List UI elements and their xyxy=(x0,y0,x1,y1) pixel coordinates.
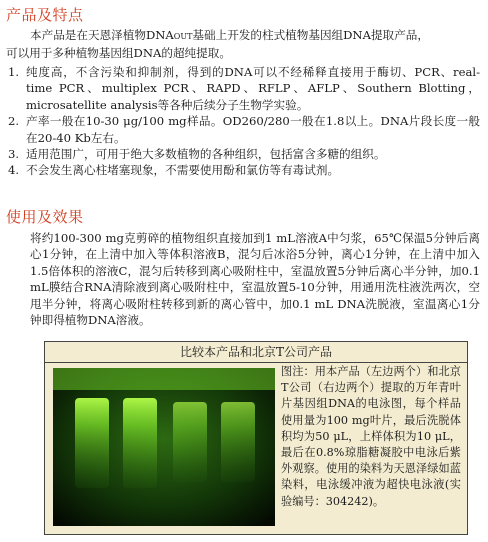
figure-header: 比较本产品和北京T公司产品 xyxy=(45,342,467,363)
out-subscript: OUT xyxy=(173,32,193,41)
comparison-figure xyxy=(44,341,468,535)
feature-list xyxy=(6,64,480,179)
feature-item: 1. 纯度高，不含污染和抑制剂，得到的DNA可以不经稀释直接用于酶切、PCR、real-time PCR、multiplex PCR、RAPD、RFLP、AFLP、Southern Blotting，microsatellite analysis等各种后续分子生物学实验。 xyxy=(8,65,480,112)
usage-paragraph: 将约100-300 mg克剪碎的植物组织直接加到1 mL溶液A中匀浆，65℃保温5分钟后离心1分钟，在上清中加入等体积溶液B，混匀后冰浴5分钟，离心1分钟，在上清中加入1.5倍体积的溶液C，混匀后转移到离心吸附柱中，室温放置5分钟后离心半分钟，加0.1 mL膜结合RNA清除液到离心吸附柱中，室温放置5-10分钟，用通用洗柱液洗两次，空甩半分钟，将离心吸附柱转移到新的离心管中，加0.1 mL DNA洗脱液，室温离心1分钟即得植物DNA溶液。 xyxy=(30,231,480,328)
feature-item: 3. 适用范围广，可用于绝大多数植物的各种组织，包括富含多糖的组织。 xyxy=(8,147,386,162)
intro-paragraph: 本产品是在天恩泽植物DNAOUT基础上开发的柱式植物基因组DNA提取产品， 可以用于多种植物基因组DNA的超纯提取。 xyxy=(6,28,429,61)
gel-lane xyxy=(75,398,109,488)
gel-lane xyxy=(123,398,157,488)
feature-item: 2. 产率一般在10-30 μg/100 mg样品。OD260/280一般在1.8以上。DNA片段长度一般在20-40 Kb左右。 xyxy=(8,114,480,145)
section-title-features: 产品及特点 xyxy=(6,6,84,24)
figure-caption: 图注：用本产品（左边两个）和北京T公司（右边两个）提取的万年青叶片基因组DNA的电泳图，每个样品使用量为100 mg叶片，最后洗脱体积均为50 μL，上样体积为10 μL，最后在0.8%琼脂糖凝胶中电泳后紫外观察。使用的染料为天恩泽绿如蓝染料，电泳缓冲液为超快电泳液(实验编号：304242)。 xyxy=(281,365,461,508)
feature-item: 4. 不会发生离心柱堵塞现象，不需要使用酚和氯仿等有毒试剂。 xyxy=(8,163,340,178)
gel-electrophoresis-image xyxy=(53,368,275,526)
gel-lane xyxy=(173,402,207,482)
gel-lane xyxy=(221,402,255,482)
section-title-usage: 使用及效果 xyxy=(6,208,84,226)
